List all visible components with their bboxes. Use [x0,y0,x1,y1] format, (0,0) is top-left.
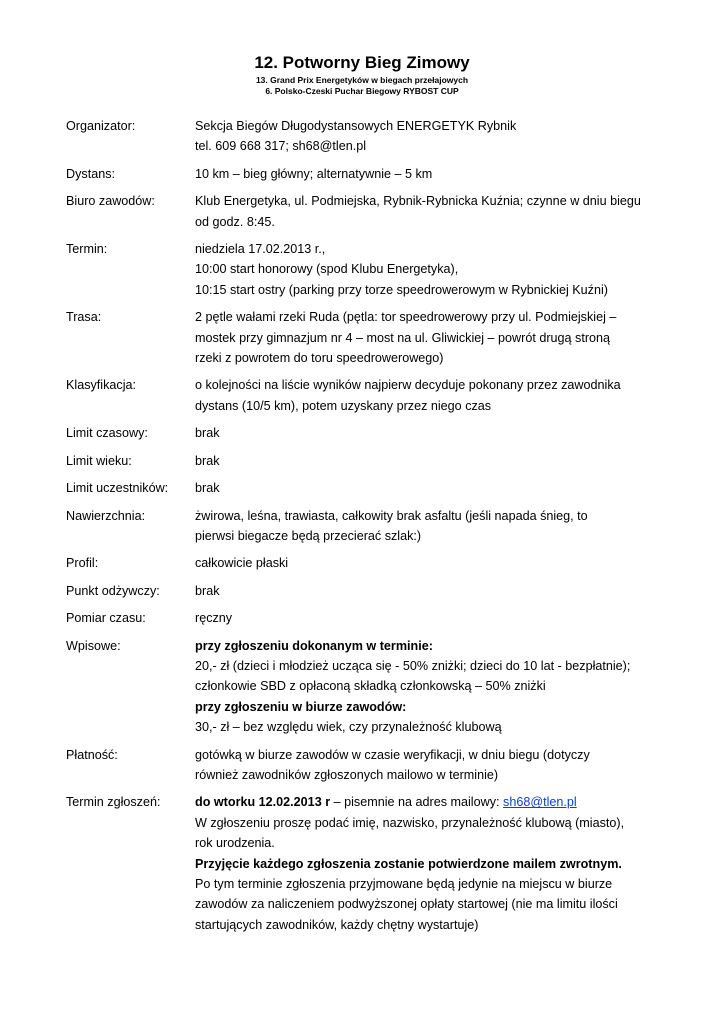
value-line: rok urodzenia. [195,836,275,851]
label-profil: Profil: [66,556,99,571]
value-line: 10:00 start honorowy (spod Klubu Energetyka), [195,262,459,277]
page-title: 12. Potworny Bieg Zimowy [254,53,470,72]
value-line: gotówką w biurze zawodów w czasie weryfikacji, w dniu biegu (dotyczy [195,747,590,762]
info-table [66,116,666,942]
value-biuro [195,191,666,232]
page-subtitle-1: 13. Grand Prix Energetyków w biegach przełajowych [255,75,469,85]
row-limit-wieku [66,451,666,471]
label-platnosc: Płatność: [66,747,118,762]
row-biuro [66,191,666,232]
row-limit-czasowy [66,423,666,443]
value-line: Po tym terminie zgłoszenia przyjmowane będą jedynie na miejscu w biurze [195,877,613,891]
value-limit-czasowy [195,423,666,443]
label-klasyfikacja: Klasyfikacja: [66,378,136,393]
email-link[interactable]: sh68@tlen.pl [503,795,577,810]
row-trasa [66,307,666,368]
label-limit-wieku: Limit wieku: [66,453,132,468]
value-line: Sekcja Biegów Długodystansowych ENERGETYK Rybnik [195,119,517,133]
value-line: żwirowa, leśna, trawiasta, całkowity brak asfaltu (jeśli napada śnieg, to [195,508,588,523]
row-limit-uczestnikow [66,478,666,498]
label-wpisowe: Wpisowe: [66,638,121,653]
value-line: członkowie SBD z opłaconą składką członkowską – 50% zniżki [195,679,546,694]
row-platnosc [66,745,666,786]
value-nawierzchnia [195,506,666,547]
value-dystans [195,164,666,184]
value-line: startujących zawodników, każdy chętny wystartuje) [195,917,479,932]
value-organizator [195,116,666,157]
value-profil [195,553,666,573]
value-pomiar-czasu [195,608,666,628]
value-line: brak [195,583,220,598]
label-nawierzchnia: Nawierzchnia: [66,508,146,523]
deadline-date: do wtorku 12.02.2013 r [195,795,331,810]
value-termin [195,239,666,300]
value-line: 10 km – bieg główny; alternatywnie – 5 km [195,166,433,181]
label-biuro: Biuro zawodów: [66,194,155,209]
value-line: zawodów za naliczeniem podwyższonej opłaty startowej (nie ma limitu ilości [195,897,618,912]
row-nawierzchnia [66,506,666,547]
label-punkt-odzywczy: Punkt odżywczy: [66,583,160,598]
deadline-text: – pisemnie na adres mailowy: [330,795,504,810]
value-limit-uczestnikow [195,478,666,498]
label-termin-zgloszen: Termin zgłoszeń: [66,795,161,810]
row-organizator [66,116,666,157]
label-limit-uczestnikow: Limit uczestników: [66,481,169,496]
row-pomiar-czasu [66,608,666,628]
label-organizator: Organizator: [66,119,136,133]
value-line: dystans (10/5 km), potem uzyskany przez niego czas [195,398,492,413]
value-line: ręczny [195,611,233,626]
row-klasyfikacja [66,375,666,416]
value-line: 20,- zł (dzieci i młodzież ucząca się - 50% zniżki; dzieci do 10 lat - bezpłatnie); [195,658,631,673]
value-platnosc [195,745,666,786]
value-line-bold: przy zgłoszeniu w biurze zawodów: [195,699,407,714]
value-klasyfikacja [195,375,666,416]
value-line: brak [195,481,220,496]
row-dystans [66,164,666,184]
value-line: 30,- zł – bez względu wiek, czy przynależność klubową [195,720,502,735]
value-line-bold: Przyjęcie każdego zgłoszenia zostanie potwierdzone mailem zwrotnym. [195,856,622,871]
row-termin [66,239,666,300]
row-termin-zgloszen [66,792,666,935]
value-line: W zgłoszeniu proszę podać imię, nazwisko, przynależność klubową (miasto), [195,815,625,830]
value-punkt-odzywczy [195,581,666,601]
value-line: brak [195,453,220,468]
value-line: 10:15 start ostry (parking przy torze speedrowerowym w Rybnickiej Kuźni) [195,282,608,297]
value-line-bold: przy zgłoszeniu dokonanym w terminie: [195,638,433,653]
page-subtitle-2: 6. Polsko-Czeski Puchar Biegowy RYBOST CUP [265,86,459,96]
value-trasa [195,307,666,368]
label-limit-czasowy: Limit czasowy: [66,426,148,441]
value-line: mostek przy gimnazjum nr 4 – most na ul. Gliwickiej – powrót drugą stroną [195,330,611,345]
value-line: tel. 609 668 317; sh68@tlen.pl [195,139,367,154]
label-trasa: Trasa: [66,310,102,325]
label-dystans: Dystans: [66,166,115,181]
value-line [195,792,666,812]
value-termin-zgloszen [195,792,666,935]
value-line: pierwsi biegacze będą przecierać szlak:) [195,528,422,543]
value-line: niedziela 17.02.2013 r., [195,242,326,257]
row-profil [66,553,666,573]
row-wpisowe [66,636,666,738]
label-pomiar-czasu: Pomiar czasu: [66,611,146,626]
value-line: całkowicie płaski [195,556,289,571]
value-line: brak [195,426,220,441]
value-line: o kolejności na liście wyników najpierw decyduje pokonany przez zawodnika [195,378,621,393]
label-termin: Termin: [66,242,108,257]
value-limit-wieku [195,451,666,471]
value-line: od godz. 8:45. [195,214,275,229]
value-line: również zawodników zgłoszonych mailowo w terminie) [195,767,499,782]
value-line: Klub Energetyka, ul. Podmiejska, Rybnik-Rybnicka Kuźnia; czynne w dniu biegu [195,194,641,209]
value-wpisowe [195,636,666,738]
value-line: 2 pętle wałami rzeki Ruda (pętla: tor speedrowerowy przy ul. Podmiejskiej – [195,310,617,325]
row-punkt-odzywczy [66,581,666,601]
value-line: rzeki z powrotem do toru speedrowerowego) [195,351,444,366]
